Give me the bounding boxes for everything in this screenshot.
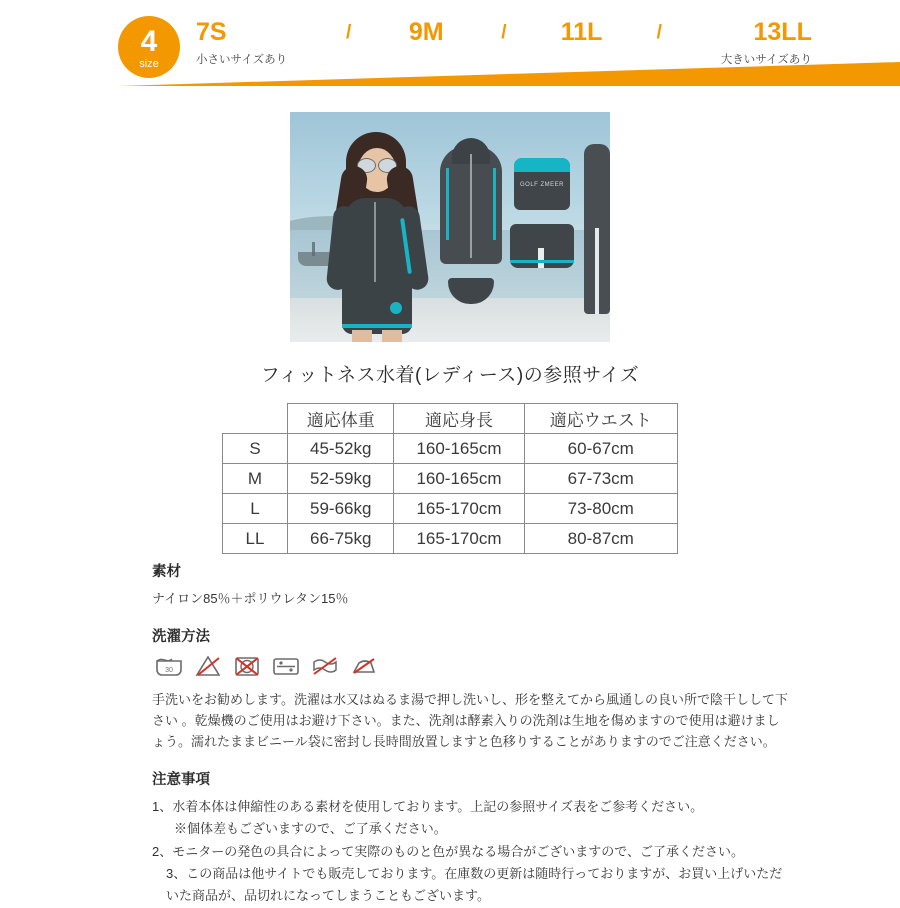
row-m-waist: 67-73cm <box>524 464 678 494</box>
size-option-9m <box>351 10 501 47</box>
product-jacket-zipper <box>470 154 472 258</box>
size-option-11l <box>507 10 657 47</box>
no-wring-icon <box>310 653 340 679</box>
size-option-13ll <box>662 10 812 67</box>
model-leg-right <box>382 330 402 342</box>
size-option-13ll-label: 13LL <box>753 18 812 46</box>
row-size-l: L <box>223 494 288 524</box>
row-s-weight: 45-52kg <box>288 434 394 464</box>
size-banner <box>0 0 900 92</box>
size-count-number: 4 <box>140 24 158 58</box>
product-brief <box>448 278 494 304</box>
no-iron-icon <box>349 653 379 679</box>
table-row <box>223 524 678 554</box>
table-header-weight: 適応体重 <box>288 404 394 434</box>
wash-care-icons <box>154 653 792 679</box>
table-header-height: 適応身長 <box>394 404 524 434</box>
table-header-row <box>223 404 678 434</box>
table-corner-cell <box>223 404 288 434</box>
svg-text:30: 30 <box>165 667 173 674</box>
size-count-badge <box>118 16 180 78</box>
notes-section <box>152 768 792 908</box>
material-text: ナイロン85％＋ポリウレタン15％ <box>152 591 349 606</box>
row-size-m: M <box>223 464 288 494</box>
note-item-3: 3、この商品は他サイトでも販売しております。在庫数の更新は随時行っておりますが、お買い上げいただいた商品が、品切れになってしまうこともございます。 <box>166 866 783 904</box>
table-row <box>223 464 678 494</box>
size-count-label: size <box>139 57 159 70</box>
product-shorts-trim <box>510 260 574 263</box>
table-header-waist: 適応ウエスト <box>524 404 678 434</box>
size-separator-2: / <box>501 22 507 43</box>
material-heading: 素材 <box>152 564 181 580</box>
row-l-height: 165-170cm <box>394 494 524 524</box>
hand-wash-30-icon <box>154 653 184 679</box>
product-photo <box>290 112 610 342</box>
size-option-7s-label: 7S <box>196 18 227 46</box>
row-s-waist: 60-67cm <box>524 434 678 464</box>
product-brand-text: GOLF ZMEER <box>519 182 564 188</box>
product-sports-bra-teal-band <box>514 158 570 172</box>
model-leg-left <box>352 330 372 342</box>
product-set-layout <box>440 138 610 328</box>
size-option-7s <box>196 10 346 67</box>
row-m-height: 160-165cm <box>394 464 524 494</box>
size-table-title: フィットネス水着(レディース)の参照サイズ <box>260 365 640 386</box>
row-size-s: S <box>223 434 288 464</box>
model-jacket-zipper <box>374 202 376 282</box>
note-item-1-sub: ※個体差もございますので、ご了承ください。 <box>174 821 447 837</box>
size-list <box>196 10 900 76</box>
size-separator-1: / <box>346 22 352 43</box>
size-option-7s-note: 小さいサイズあり <box>196 54 288 66</box>
row-size-ll: LL <box>223 524 288 554</box>
wash-text: 手洗いをお勧めします。洗濯は水又はぬるま湯で押し洗いし、形を整えてから風通しの良い所で陰干しして下さい 。乾燥機のご使用はお避け下さい。また、洗剤は酵素入りの洗剤は生地を傷めますので使用は避けましょう。濡れたままビニール袋に密封し長時間放置しますと色移りすることがありますのでご注意ください。 <box>152 692 788 750</box>
row-ll-weight: 66-75kg <box>288 524 394 554</box>
row-m-weight: 52-59kg <box>288 464 394 494</box>
size-option-11l-label: 11L <box>560 18 603 46</box>
wash-heading: 洗濯方法 <box>152 629 210 645</box>
table-row <box>223 494 678 524</box>
dry-flat-shade-icon <box>271 653 301 679</box>
model-logo-badge <box>390 302 402 314</box>
row-l-weight: 59-66kg <box>288 494 394 524</box>
product-shorts-gap <box>538 248 544 268</box>
note-item-2: 2、モニターの発色の具合によって実際のものと色が異なる場合がございますので、ご了承ください。 <box>152 843 744 859</box>
wash-section <box>152 625 792 752</box>
notes-heading: 注意事項 <box>152 772 210 788</box>
row-ll-height: 165-170cm <box>394 524 524 554</box>
size-option-13ll-note: 大きいサイズあり <box>720 54 812 66</box>
no-tumble-dry-icon <box>232 653 262 679</box>
row-ll-waist: 80-87cm <box>524 524 678 554</box>
product-jacket-stripe-left <box>446 168 449 240</box>
product-leggings-gap <box>595 228 599 314</box>
note-item-1: 1、水着本体は伸縮性のある素材を使用しております。上記の参照サイズ表をご参考ください。 <box>152 799 704 814</box>
size-option-9m-label: 9M <box>408 18 444 46</box>
material-section <box>152 560 792 609</box>
row-l-waist: 73-80cm <box>524 494 678 524</box>
model-shorts-trim <box>342 324 412 328</box>
no-bleach-icon <box>193 653 223 679</box>
size-separator-3: / <box>656 22 662 43</box>
product-jacket-stripe-right <box>493 168 496 240</box>
model-figure <box>308 126 448 342</box>
size-table <box>222 403 678 554</box>
table-row <box>223 434 678 464</box>
notes-list <box>152 796 792 908</box>
row-s-height: 160-165cm <box>394 434 524 464</box>
